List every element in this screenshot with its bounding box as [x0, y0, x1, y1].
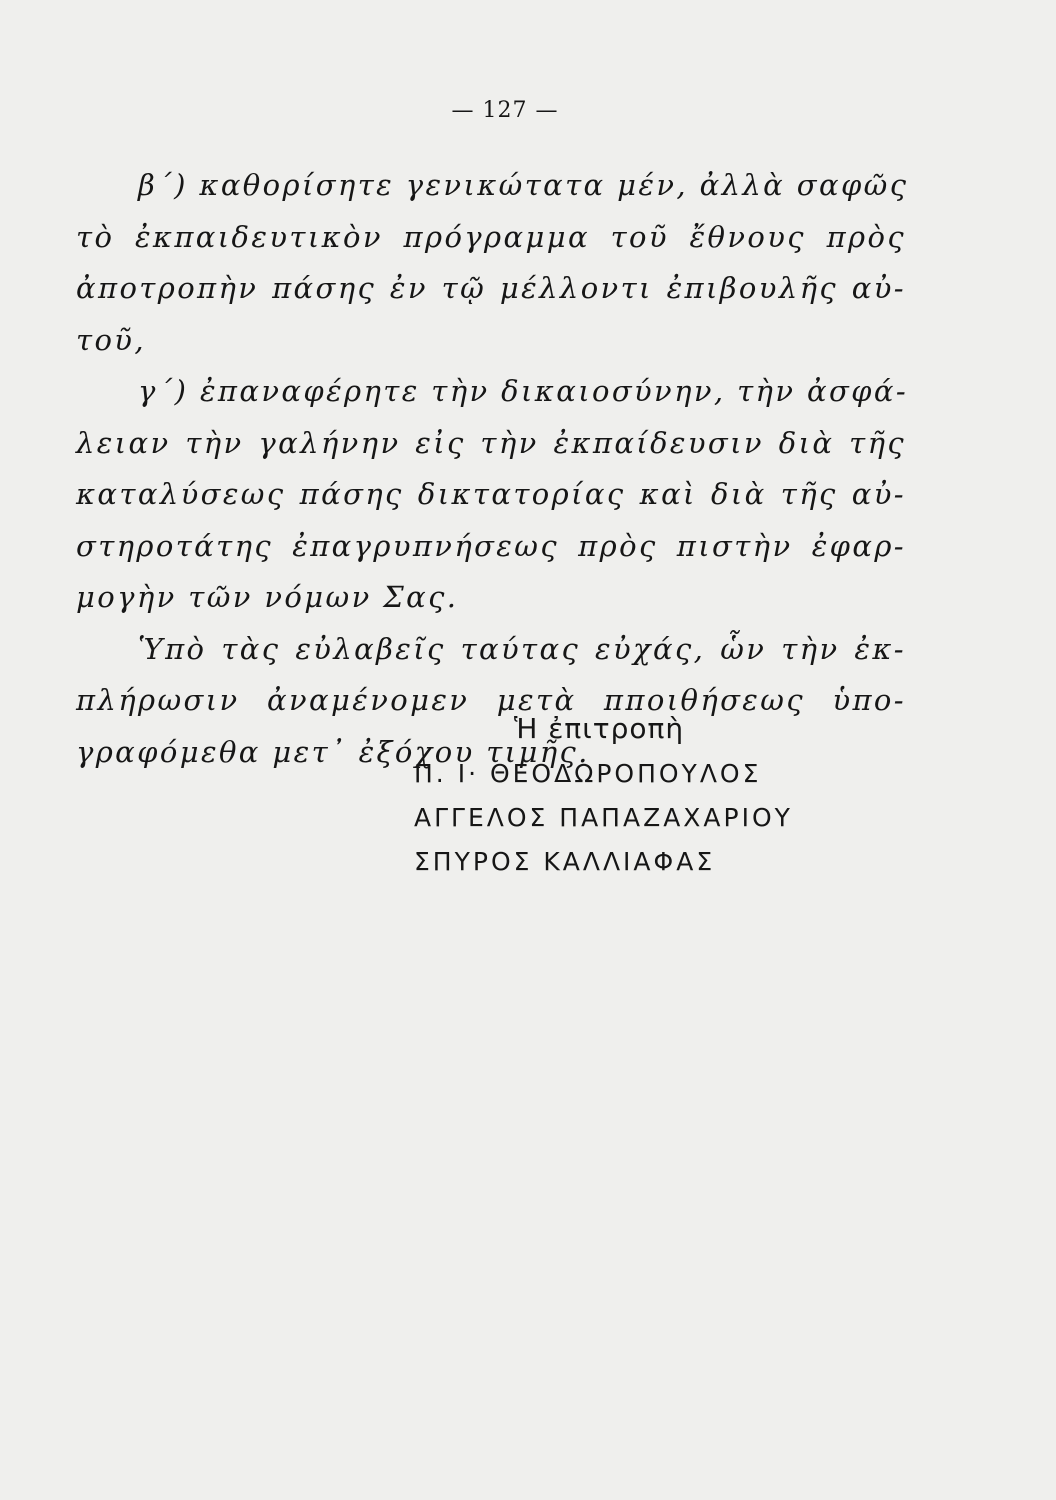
text-line: καταλύσεως πάσης δικτατορίας καὶ διὰ τῆς αὐ-	[76, 477, 906, 511]
text-line: Ὑπὸ τὰς εὐλαβεῖς ταύτας εὐχάς, ὧν τὴν ἐκ-	[138, 631, 906, 666]
committee-member: ΣΠΥΡΟΣ ΚΑΛΛΙΑΦΑΣ	[414, 847, 716, 876]
text-line: τοῦ,	[76, 322, 146, 357]
text-line: μογὴν τῶν νόμων Σας.	[76, 580, 459, 614]
signature-block	[414, 706, 854, 884]
text-line: τὸ ἐκπαιδευτικὸν πρόγραμμα τοῦ ἔθνους πρὸς	[76, 219, 906, 254]
page-number: — 127 —	[451, 98, 559, 123]
text-line: ἀποτροπὴν πάσης ἐν τῷ μέλλοντι ἐπιβουλῆς αὐ-	[76, 271, 906, 305]
body-text	[76, 160, 909, 778]
committee-member: ΑΓΓΕΛΟΣ ΠΑΠΑΖΑΧΑΡΙΟΥ	[414, 803, 793, 832]
text-line: λειαν τὴν γαλήνην εἰς τὴν ἐκπαίδευσιν διὰ τῆς	[76, 425, 906, 460]
text-line: γραφόμεθα μετ᾽ ἐξόχου τιμῆς.	[76, 734, 590, 769]
text-line: β΄) καθορίσητε γενικώτατα μέν, ἀλλὰ σαφῶς	[138, 168, 909, 202]
text-line: στηροτάτης ἐπαγρυπνήσεως πρὸς πιστὴν ἐφαρ-	[76, 528, 906, 563]
committee-member: Π. Ι· ΘΕΟΔΩΡΟΠΟΥΛΟΣ	[414, 759, 762, 788]
text-line: γ΄) ἐπαναφέρητε τὴν δικαιοσύνην, τὴν ἀσφά-	[138, 374, 909, 408]
text-line: πλήρωσιν ἀναμένομεν μετὰ πποιθήσεως ὑπο-	[76, 683, 906, 717]
committee-heading: Ἡ ἐπιτροπὴ	[514, 712, 685, 745]
